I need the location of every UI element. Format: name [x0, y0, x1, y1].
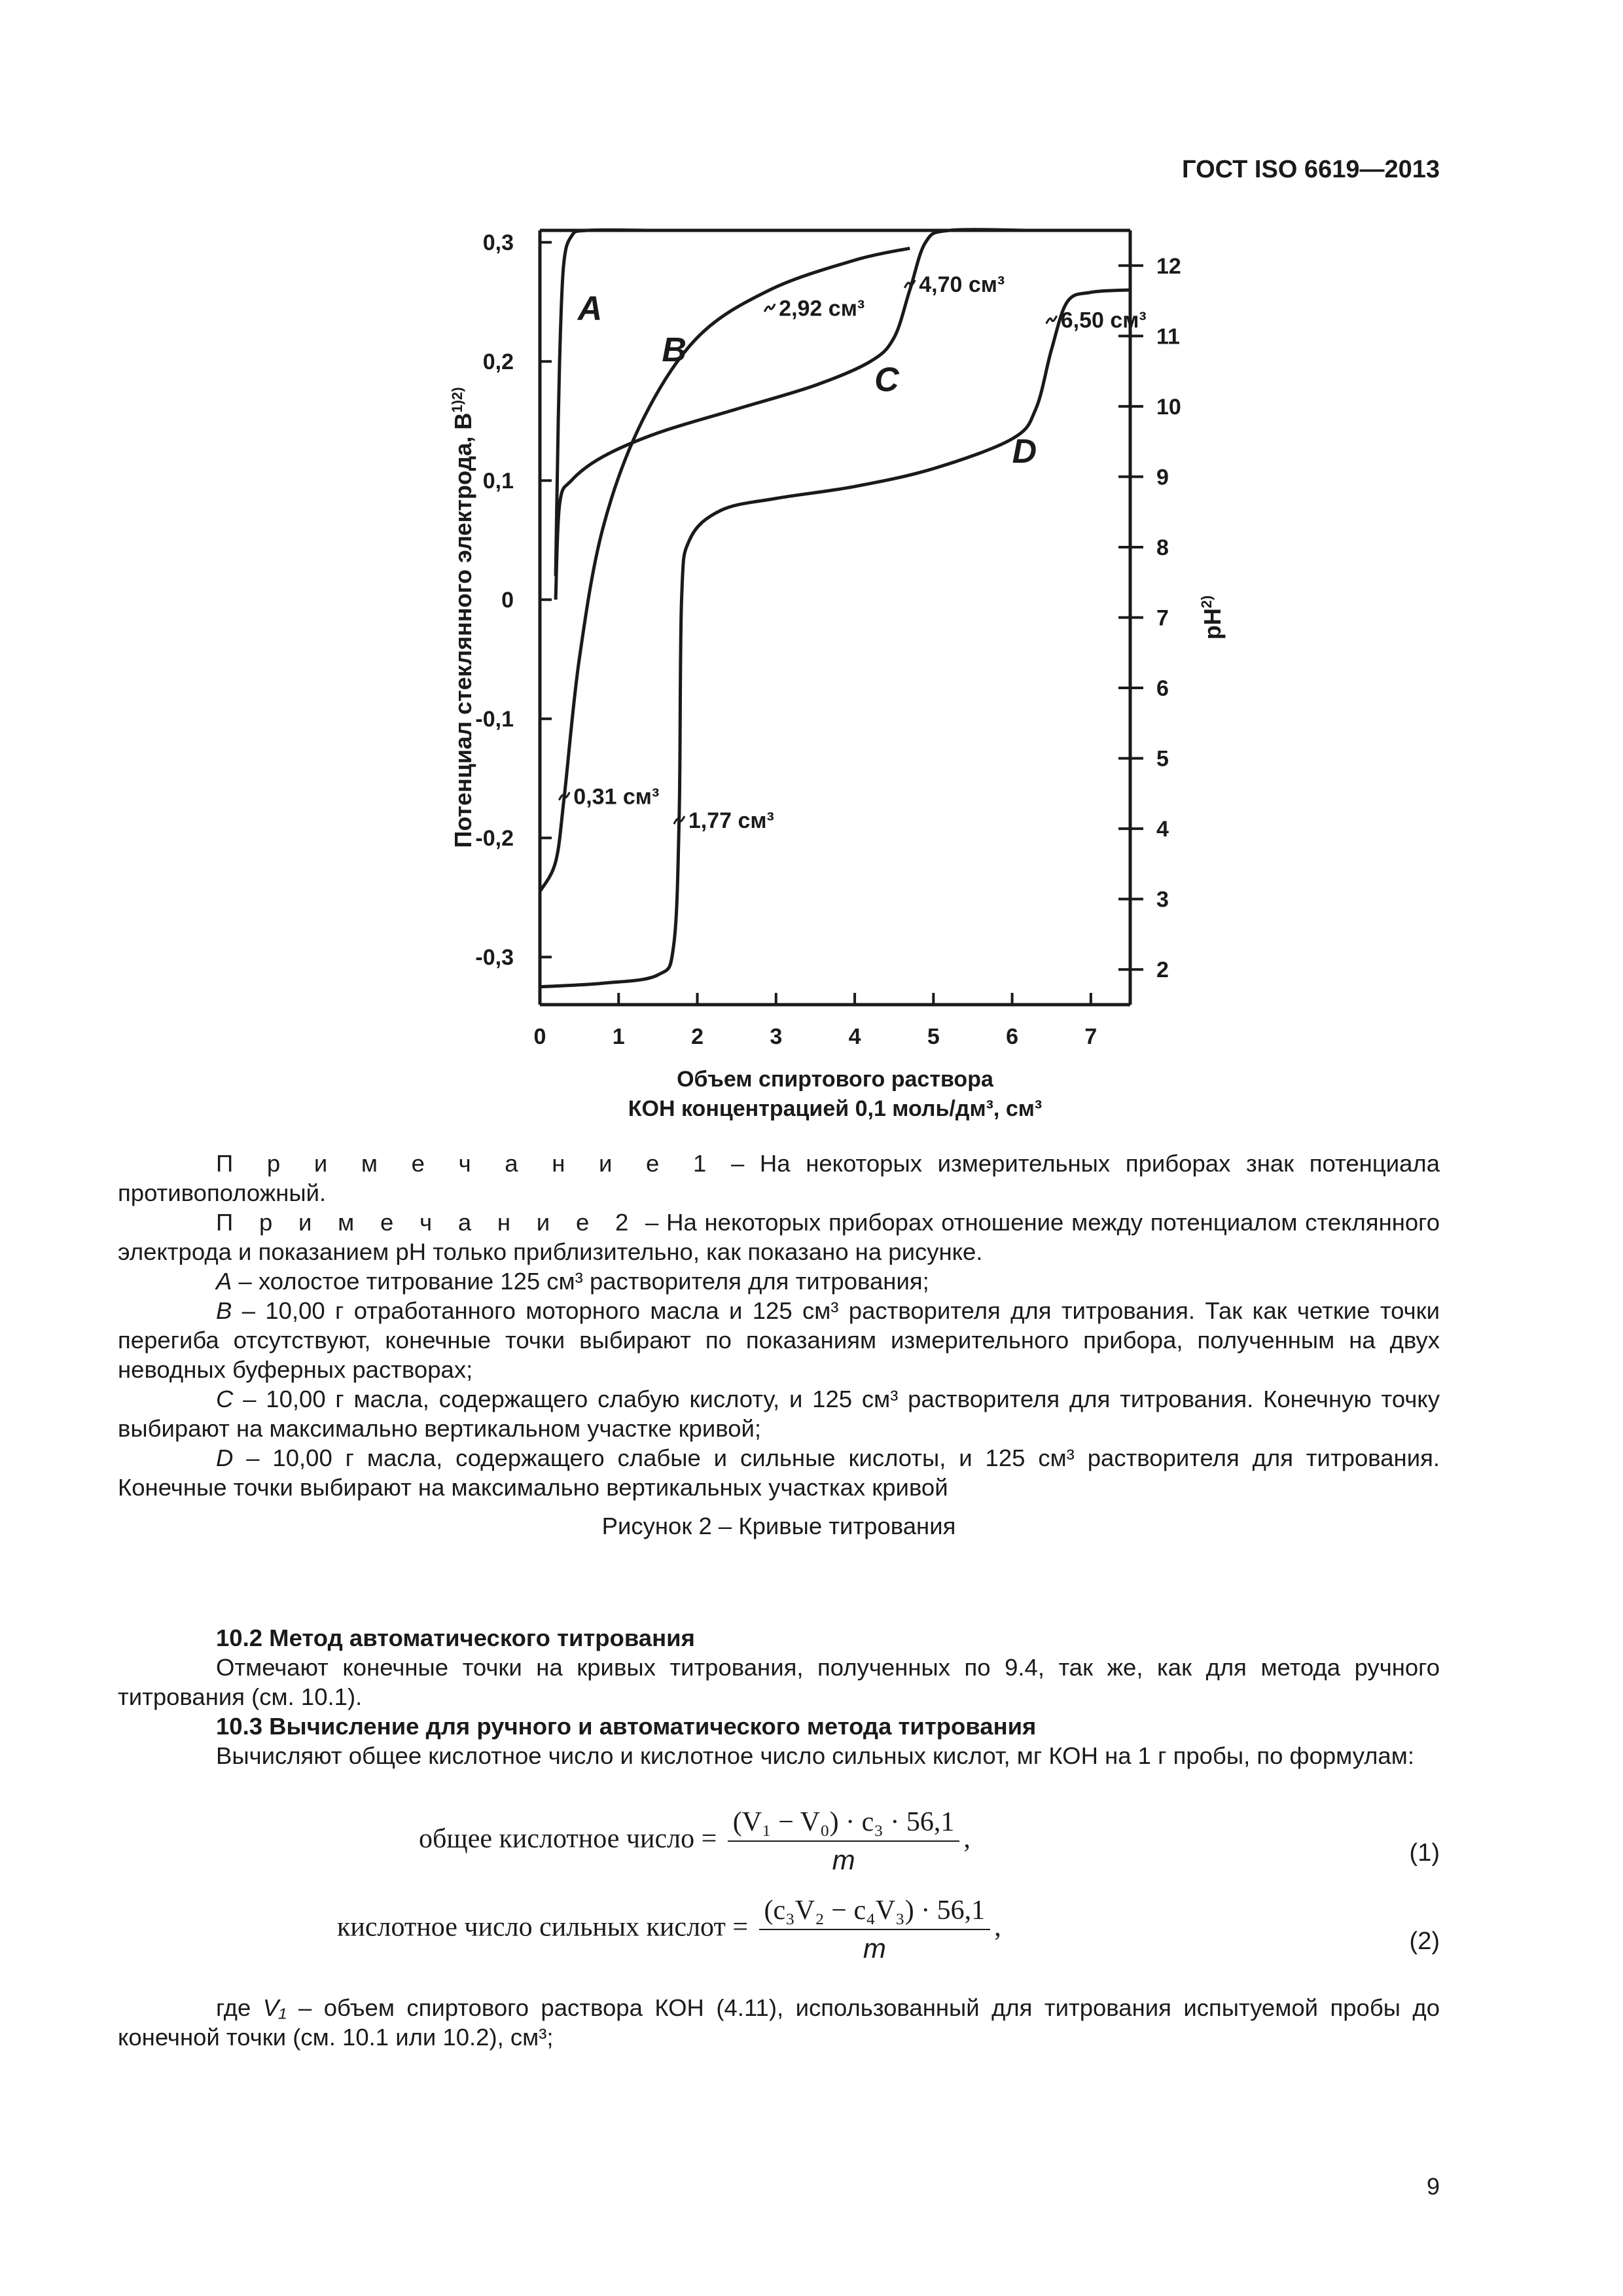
legend-d-label: D	[216, 1444, 234, 1471]
curve-label-b: B	[662, 331, 687, 370]
formula-1	[419, 1806, 971, 1876]
legend-d	[118, 1443, 1440, 1502]
legend-d-text: – 10,00 г масла, содержащего слабые и сильные кислоты, и 125 см³ растворителя для титрования. Конечные точки выбирают на максимально вертикальных участках кривой	[118, 1444, 1440, 1501]
y-tick-label-right: 2	[1156, 958, 1169, 983]
figure-caption: Рисунок 2 – Кривые титрования	[601, 1513, 956, 1539]
formula-2	[337, 1895, 1001, 1964]
formula-2-label: кислотное число сильных кислот =	[337, 1912, 749, 1943]
chart-labels	[449, 230, 1226, 1121]
where-text: – объем спиртового раствора КОН (4.11), использованный для титрования испытуемой пробы до конечной точки (см. 10.1 или 10.2), см³;	[118, 1994, 1440, 2051]
curve-label-a: A	[577, 289, 603, 328]
curve-label-d: D	[1012, 432, 1037, 471]
annotation-marker	[1046, 316, 1057, 324]
y-tick-label-left: -0,3	[475, 945, 514, 971]
where-var: V₁	[262, 1994, 287, 2021]
document-header: ГОСТ ISO 6619—2013	[1182, 156, 1440, 183]
note-1-text: – На некоторых измерительных приборах знак потенциала противоположный.	[118, 1150, 1440, 1206]
y-tick-label-right: 7	[1156, 605, 1169, 631]
section-10-3-text: Вычисляют общее кислотное число и кислотное число сильных кислот, мг КОН на 1 г пробы, по формулам:	[216, 1742, 1414, 1769]
where-clause	[118, 1993, 1440, 2052]
note-1-label: П р и м е ч а н и е 1	[216, 1150, 716, 1177]
note-1	[118, 1149, 1440, 1208]
formula-1-tail: ,	[963, 1823, 971, 1854]
x-axis-label-line2: КОН концентрацией 0,1 моль/дм³, см³	[628, 1096, 1043, 1121]
annotation-label: 6,50 см³	[1060, 308, 1147, 333]
legend-b-text: – 10,00 г отработанного моторного масла и 125 см³ растворителя для титрования. Так как четкие точки перегиба отсутствуют, конечные точки выбирают по показаниям измерительного прибора, полученным на двух неводных буферных растворах;	[118, 1297, 1440, 1383]
legend-c	[118, 1384, 1440, 1443]
formula-1-numerator: (V₁ − V₀) · c₃ · 56,1	[728, 1806, 960, 1842]
annotation-label: 4,70 см³	[919, 272, 1005, 297]
curve-d	[540, 290, 1130, 987]
y-tick-label-right: 4	[1156, 817, 1169, 842]
where-prefix: где	[216, 1994, 263, 2021]
y-tick-label-left: -0,1	[475, 707, 514, 732]
y-tick-label-right: 3	[1156, 887, 1169, 912]
x-tick-label: 5	[927, 1024, 940, 1049]
plot-frame	[540, 230, 1130, 1005]
section-10-3-title: 10.3 Вычисление для ручного и автоматического метода титрования	[216, 1713, 1037, 1740]
page-number: 9	[1426, 2173, 1440, 2200]
y-tick-label-right: 5	[1156, 746, 1169, 772]
formula-1-fraction	[728, 1806, 960, 1876]
y-tick-label-right: 12	[1156, 253, 1181, 279]
section-10-2-title: 10.2 Метод автоматического титрования	[216, 1624, 695, 1651]
y-tick-label-right: 8	[1156, 535, 1169, 560]
note-2	[118, 1208, 1440, 1266]
note-2-label: П р и м е ч а н и е 2	[216, 1209, 638, 1236]
y-tick-label-left: -0,2	[475, 826, 514, 852]
legend-c-text: – 10,00 г масла, содержащего слабую кислоту, и 125 см³ растворителя для титрования. Конечную точку выбирают на максимально вертикальном участке кривой;	[118, 1386, 1440, 1442]
y-tick-label-left: 0,2	[482, 350, 514, 375]
x-tick-label: 2	[691, 1024, 704, 1049]
annotation-label: 1,77 см³	[688, 808, 774, 833]
formula-2-denominator: m	[863, 1933, 886, 1964]
titration-chart	[393, 209, 1309, 1121]
x-tick-label: 0	[533, 1024, 546, 1049]
curves	[540, 230, 1130, 987]
x-tick-label: 1	[612, 1024, 625, 1049]
y-tick-label-right: 9	[1156, 465, 1169, 490]
annotation-marker	[764, 304, 775, 312]
note-2-text: – На некоторых приборах отношение между потенциалом стеклянного электрода и показанием pH только приблизительно, как показано на рисунке.	[118, 1209, 1440, 1265]
annotation-label: 0,31 см³	[573, 784, 660, 810]
y-tick-label-right: 11	[1156, 324, 1180, 350]
legend-a-text: – холостое титрование 125 см³ растворителя для титрования;	[232, 1268, 929, 1295]
legend-b	[118, 1296, 1440, 1384]
x-tick-label: 4	[848, 1024, 861, 1049]
sections	[118, 1623, 1440, 1770]
x-tick-label: 6	[1006, 1024, 1019, 1049]
section-10-2-text: Отмечают конечные точки на кривых титрования, полученных по 9.4, так же, как для метода ручного титрования (см. 10.1).	[118, 1654, 1440, 1710]
y-tick-label-left: 0,3	[482, 230, 514, 256]
formula-1-number: (1)	[1409, 1839, 1440, 1867]
formula-1-label: общее кислотное число =	[419, 1823, 717, 1854]
x-tick-label: 3	[770, 1024, 783, 1049]
annotation-label: 2,92 см³	[779, 296, 865, 321]
figure-notes	[118, 1149, 1440, 1541]
axis-ticks	[540, 242, 1143, 1005]
y-axis-label-right: $pH^{2)}$	[1198, 595, 1226, 640]
x-tick-label: 7	[1084, 1024, 1097, 1049]
formula-2-numerator: (c₃V₂ − c₄V₃) · 56,1	[759, 1895, 991, 1930]
curve-label-c: C	[874, 361, 899, 399]
legend-a	[118, 1266, 1440, 1296]
formula-2-tail: ,	[994, 1912, 1001, 1943]
x-axis-label-line1: Объем спиртового раствора	[677, 1067, 993, 1092]
legend-c-label: C	[216, 1386, 234, 1412]
formula-2-number: (2)	[1409, 1928, 1440, 1955]
formula-2-fraction	[759, 1895, 991, 1964]
y-tick-label-left: 0,1	[482, 469, 514, 494]
y-axis-label-right-sup: 2)	[1198, 595, 1215, 609]
y-tick-label-right: 6	[1156, 676, 1169, 702]
y-tick-label-left: 0	[501, 588, 514, 613]
legend-a-label: A	[216, 1268, 232, 1295]
y-tick-label-right: 10	[1156, 394, 1181, 420]
legend-b-label: B	[216, 1297, 232, 1324]
formula-1-denominator: m	[832, 1844, 855, 1875]
y-axis-label-left: Потенциал стеклянного электрода, $В^{1)2)}$	[449, 387, 476, 848]
where-v1	[118, 1993, 1440, 2052]
y-axis-label-left-sup: 1)2)	[449, 387, 465, 413]
